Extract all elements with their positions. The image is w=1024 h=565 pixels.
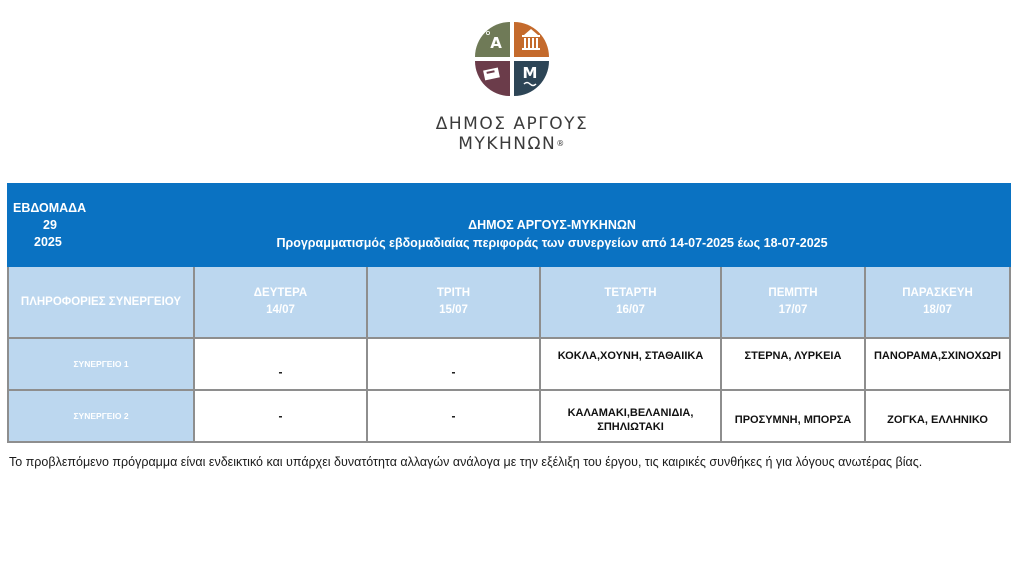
- schedule-cell: ΚΑΛΑΜΑΚΙ,ΒΕΛΑΝΙΔΙΑ, ΣΠΗΛΙΩΤΑΚΙ: [540, 390, 721, 442]
- header-row: [8, 184, 1010, 266]
- schedule-title-cell: [194, 184, 1010, 266]
- table-row: [8, 338, 1010, 390]
- week-label: ΕΒΔΟΜΑΔΑ: [13, 200, 87, 215]
- schedule-table: [7, 183, 1011, 443]
- logo-letter-m: Μ: [522, 64, 538, 82]
- schedule-cell: ΠΑΝΟΡΑΜΑ,ΣΧΙΝΟΧΩΡΙ: [865, 338, 1010, 390]
- week-info: [8, 184, 194, 266]
- logo-letter-a: Α: [490, 34, 502, 52]
- schedule-cell: -: [367, 390, 540, 442]
- day-header: ΔΕΥΤΕΡΑ 14/07: [194, 266, 367, 338]
- schedule-cell: ΣΤΕΡΝΑ, ΛΥΡΚΕΙΑ: [721, 338, 865, 390]
- week-number: 29: [43, 217, 57, 232]
- org-name-line1: ΔΗΜΟΣ ΑΡΓΟΥΣ: [435, 114, 589, 134]
- team-name: ΣΥΝΕΡΓΕΙΟ 2: [8, 390, 194, 442]
- day-header: ΠΑΡΑΣΚΕΥΗ 18/07: [865, 266, 1010, 338]
- week-year: 2025: [34, 234, 62, 249]
- schedule-subtitle: Προγραμματισμός εβδομαδιαίας περιφοράς των συνεργείων από 14-07-2025 έως 18-07-2025: [276, 236, 828, 250]
- schedule-cell: -: [194, 390, 367, 442]
- org-name-line2: ΜΥΚΗΝΩΝ®: [458, 134, 566, 154]
- team-name: ΣΥΝΕΡΓΕΙΟ 1: [8, 338, 194, 390]
- table-row: [8, 390, 1010, 442]
- logo-emblem: [472, 22, 552, 98]
- info-header: ΠΛΗΡΟΦΟΡΙΕΣ ΣΥΝΕΡΓΕΙΟΥ: [8, 266, 194, 338]
- day-header: ΤΡΙΤΗ 15/07: [367, 266, 540, 338]
- schedule-title: ΔΗΜΟΣ ΑΡΓΟΥΣ-ΜΥΚΗΝΩΝ: [468, 218, 636, 232]
- schedule-cell: ΖΟΓΚΑ, ΕΛΛΗΝΙΚΟ: [865, 390, 1010, 442]
- schedule-cell: -: [367, 338, 540, 390]
- schedule-cell: ΠΡΟΣΥΜΝΗ, ΜΠΟΡΣΑ: [721, 390, 865, 442]
- day-header: ΠΕΜΠΤΗ 17/07: [721, 266, 865, 338]
- disclaimer-note: Το προβλεπόμενο πρόγραμμα είναι ενδεικτικό και υπάρχει δυνατότητα αλλαγών ανάλογα με την εξέλιξη του έργου, τις καιρικές συνθήκες ή για λόγους ανωτέρας βίας.: [9, 455, 923, 469]
- day-header: ΤΕΤΑΡΤΗ 16/07: [540, 266, 721, 338]
- schedule-cell: ΚΟΚΛΑ,ΧΟΥΝΗ, ΣΤΑΘΑΙΙΚΑ: [540, 338, 721, 390]
- days-header-row: [8, 266, 1010, 338]
- municipality-logo: [0, 22, 1024, 154]
- schedule-cell: -: [194, 338, 367, 390]
